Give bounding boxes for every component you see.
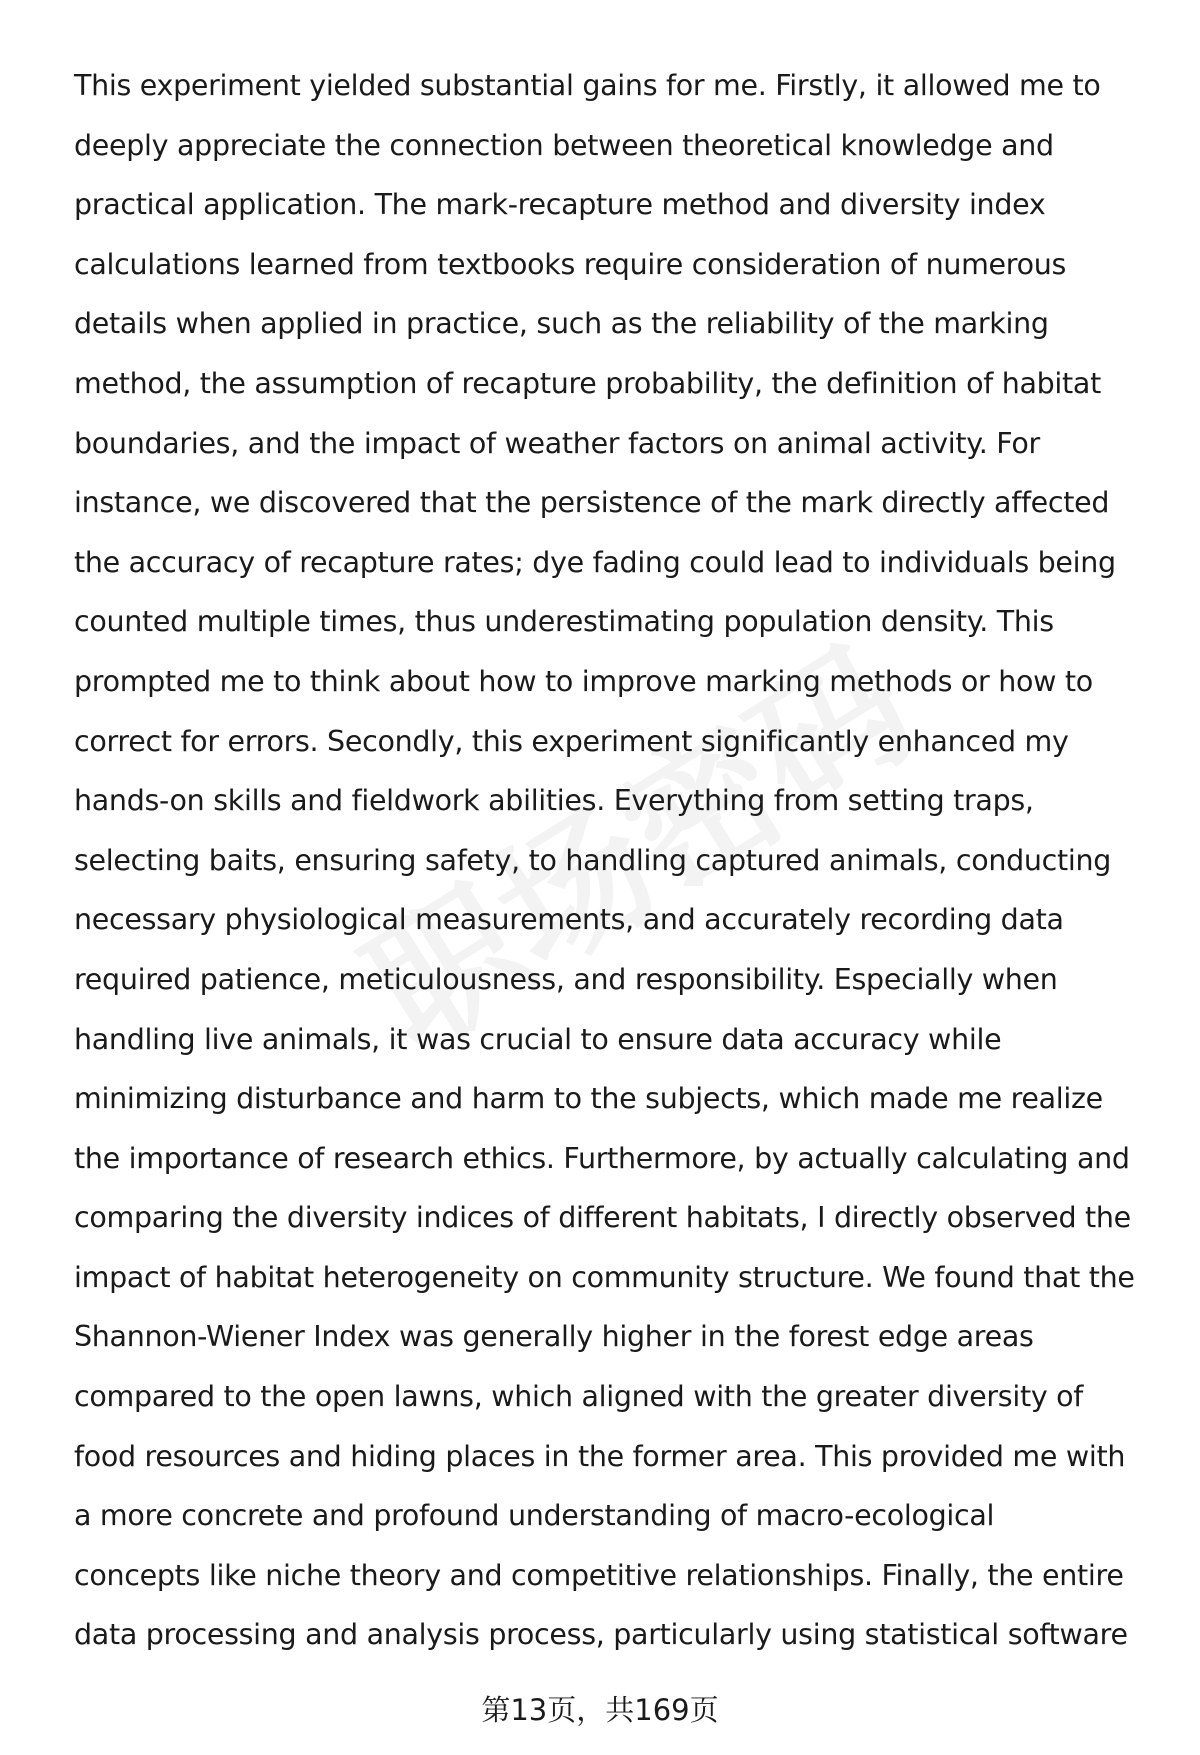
text-line: a more concrete and profound understanding of macro-ecological	[74, 1499, 995, 1533]
text-line: the accuracy of recapture rates; dye fading could lead to individuals being	[74, 545, 1116, 579]
body-paragraph	[74, 56, 1164, 1665]
text-line: deeply appreciate the connection between theoretical knowledge and	[74, 128, 1054, 162]
text-line: selecting baits, ensuring safety, to handling captured animals, conducting	[74, 843, 1112, 877]
text-line: instance, we discovered that the persistence of the mark directly affected	[74, 486, 1110, 520]
text-line: food resources and hiding places in the former area. This provided me with	[74, 1439, 1126, 1473]
text-line: impact of habitat heterogeneity on community structure. We found that the	[74, 1260, 1135, 1294]
text-line: method, the assumption of recapture probability, the definition of habitat	[74, 366, 1101, 400]
text-line: the importance of research ethics. Furthermore, by actually calculating and	[74, 1141, 1130, 1175]
text-line: boundaries, and the impact of weather factors on animal activity. For	[74, 426, 1040, 460]
text-line: practical application. The mark-recapture method and diversity index	[74, 188, 1046, 222]
text-line: required patience, meticulousness, and responsibility. Especially when	[74, 962, 1058, 996]
page-number-footer: 第13页，共169页	[481, 1693, 719, 1727]
text-line: details when applied in practice, such as the reliability of the marking	[74, 307, 1049, 341]
text-line: hands-on skills and fieldwork abilities. Everything from setting traps,	[74, 784, 1034, 818]
text-line: handling live animals, it was crucial to ensure data accuracy while	[74, 1022, 1002, 1056]
text-line: data processing and analysis process, particularly using statistical software	[74, 1618, 1128, 1652]
text-line: counted multiple times, thus underestimating population density. This	[74, 605, 1054, 639]
text-line: compared to the open lawns, which aligned with the greater diversity of	[74, 1380, 1084, 1414]
text-line: necessary physiological measurements, and accurately recording data	[74, 903, 1064, 937]
text-line: concepts like niche theory and competitive relationships. Finally, the entire	[74, 1558, 1124, 1592]
text-line: calculations learned from textbooks require consideration of numerous	[74, 247, 1067, 281]
text-line: This experiment yielded substantial gains for me. Firstly, it allowed me to	[74, 69, 1101, 102]
text-line: correct for errors. Secondly, this experiment significantly enhanced my	[74, 724, 1069, 758]
text-line: comparing the diversity indices of different habitats, I directly observed the	[74, 1201, 1131, 1235]
text-line: prompted me to think about how to improve marking methods or how to	[74, 664, 1093, 698]
text-line: Shannon-Wiener Index was generally higher in the forest edge areas	[74, 1320, 1034, 1354]
text-line: minimizing disturbance and harm to the subjects, which made me realize	[74, 1082, 1103, 1116]
